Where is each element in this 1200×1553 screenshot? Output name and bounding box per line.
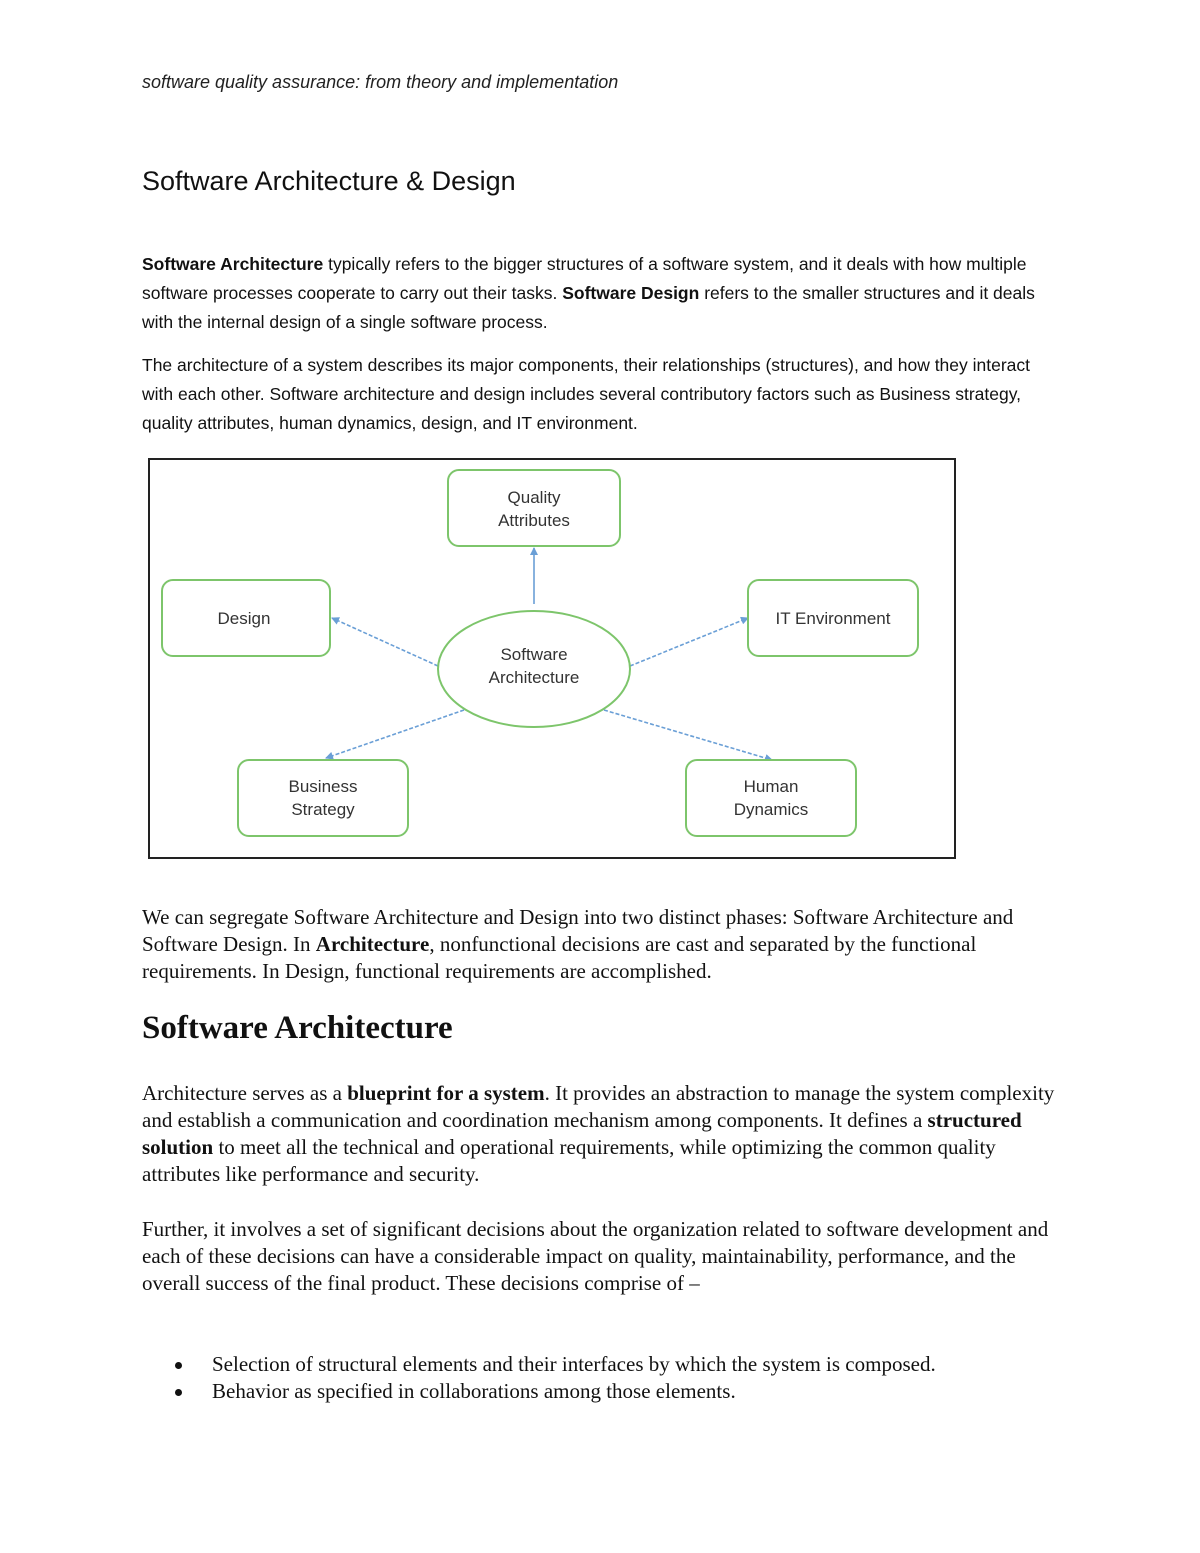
section-title: Software Architecture & Design: [142, 166, 516, 196]
node-human-dynamics-line1: Human: [743, 777, 799, 796]
node-human-dynamics: [686, 760, 856, 836]
node-business-strategy: [238, 760, 408, 836]
list-item: Selection of structural elements and their interfaces by which the system is composed.: [142, 1351, 936, 1378]
paragraph-blueprint: Architecture serves as a blueprint for a system. It provides an abstraction to manage the system complexity and establish a communication and coordination mechanism among components. It defines a structured solution to meet all the technical and operational requirements, while optimizing the common quality attributes like performance and security.: [142, 1081, 1055, 1186]
arrow-to-it-environment: [630, 618, 748, 666]
node-quality-attributes-line2: Attributes: [498, 511, 570, 530]
paragraph-architecture-description: The architecture of a system describes its major components, their relationships (structures), and how they interact with each other. Software architecture and design includes several contributory factors such as Business strategy, quality attributes, human dynamics, design, and IT environment.: [142, 355, 1031, 433]
arrow-to-business-strategy: [326, 710, 464, 758]
term-structured-solution: structured solution: [142, 1108, 1022, 1159]
section-title-software-architecture: Software Architecture: [142, 1010, 453, 1046]
node-it-environment-line1: IT Environment: [775, 609, 891, 628]
node-design-line1: Design: [217, 609, 271, 628]
paragraph-phases: We can segregate Software Architecture and Design into two distinct phases: Software Architecture and Software Design. In Architecture, nonfunctional decisions are cast and separated by the functional requirements. In Design, functional requirements are accomplished.: [142, 905, 1014, 983]
node-software-architecture-line2: Architecture: [488, 668, 580, 687]
arrow-to-design: [332, 618, 438, 666]
architecture-diagram: [148, 458, 956, 859]
running-header: software quality assurance: from theory and implementation: [142, 72, 619, 92]
node-human-dynamics-line2: Dynamics: [733, 800, 809, 819]
paragraph-decisions: Further, it involves a set of significant decisions about the organization related to software development and each of these decisions can have a considerable impact on quality, maintainability, performance, and the overall success of the final product. These decisions comprise of –: [142, 1217, 1049, 1295]
list-item: Behavior as specified in collaborations among those elements.: [142, 1378, 936, 1405]
arrow-to-human-dynamics: [604, 710, 772, 760]
node-quality-attributes-line1: Quality: [507, 488, 561, 507]
diagram-canvas: [150, 460, 958, 861]
paragraph-definition: Software Architecture typically refers to the bigger structures of a software system, and it deals with how multiple software processes cooperate to carry out their tasks. Software Design refers to the smaller structures and it deals with the internal design of a single software process.: [142, 254, 1035, 332]
term-software-architecture: Software Architecture: [142, 254, 324, 274]
node-software-architecture-line1: Software: [500, 645, 568, 664]
node-business-strategy-line1: Business: [288, 777, 358, 796]
bullet-icon: [175, 1362, 182, 1369]
term-architecture: Architecture: [315, 932, 430, 956]
term-blueprint: blueprint for a system: [347, 1081, 545, 1105]
node-quality-attributes: [448, 470, 620, 546]
node-business-strategy-line2: Strategy: [291, 800, 355, 819]
decisions-list: [142, 1351, 936, 1405]
bullet-icon: [175, 1389, 182, 1396]
term-software-design: Software Design: [562, 283, 700, 303]
